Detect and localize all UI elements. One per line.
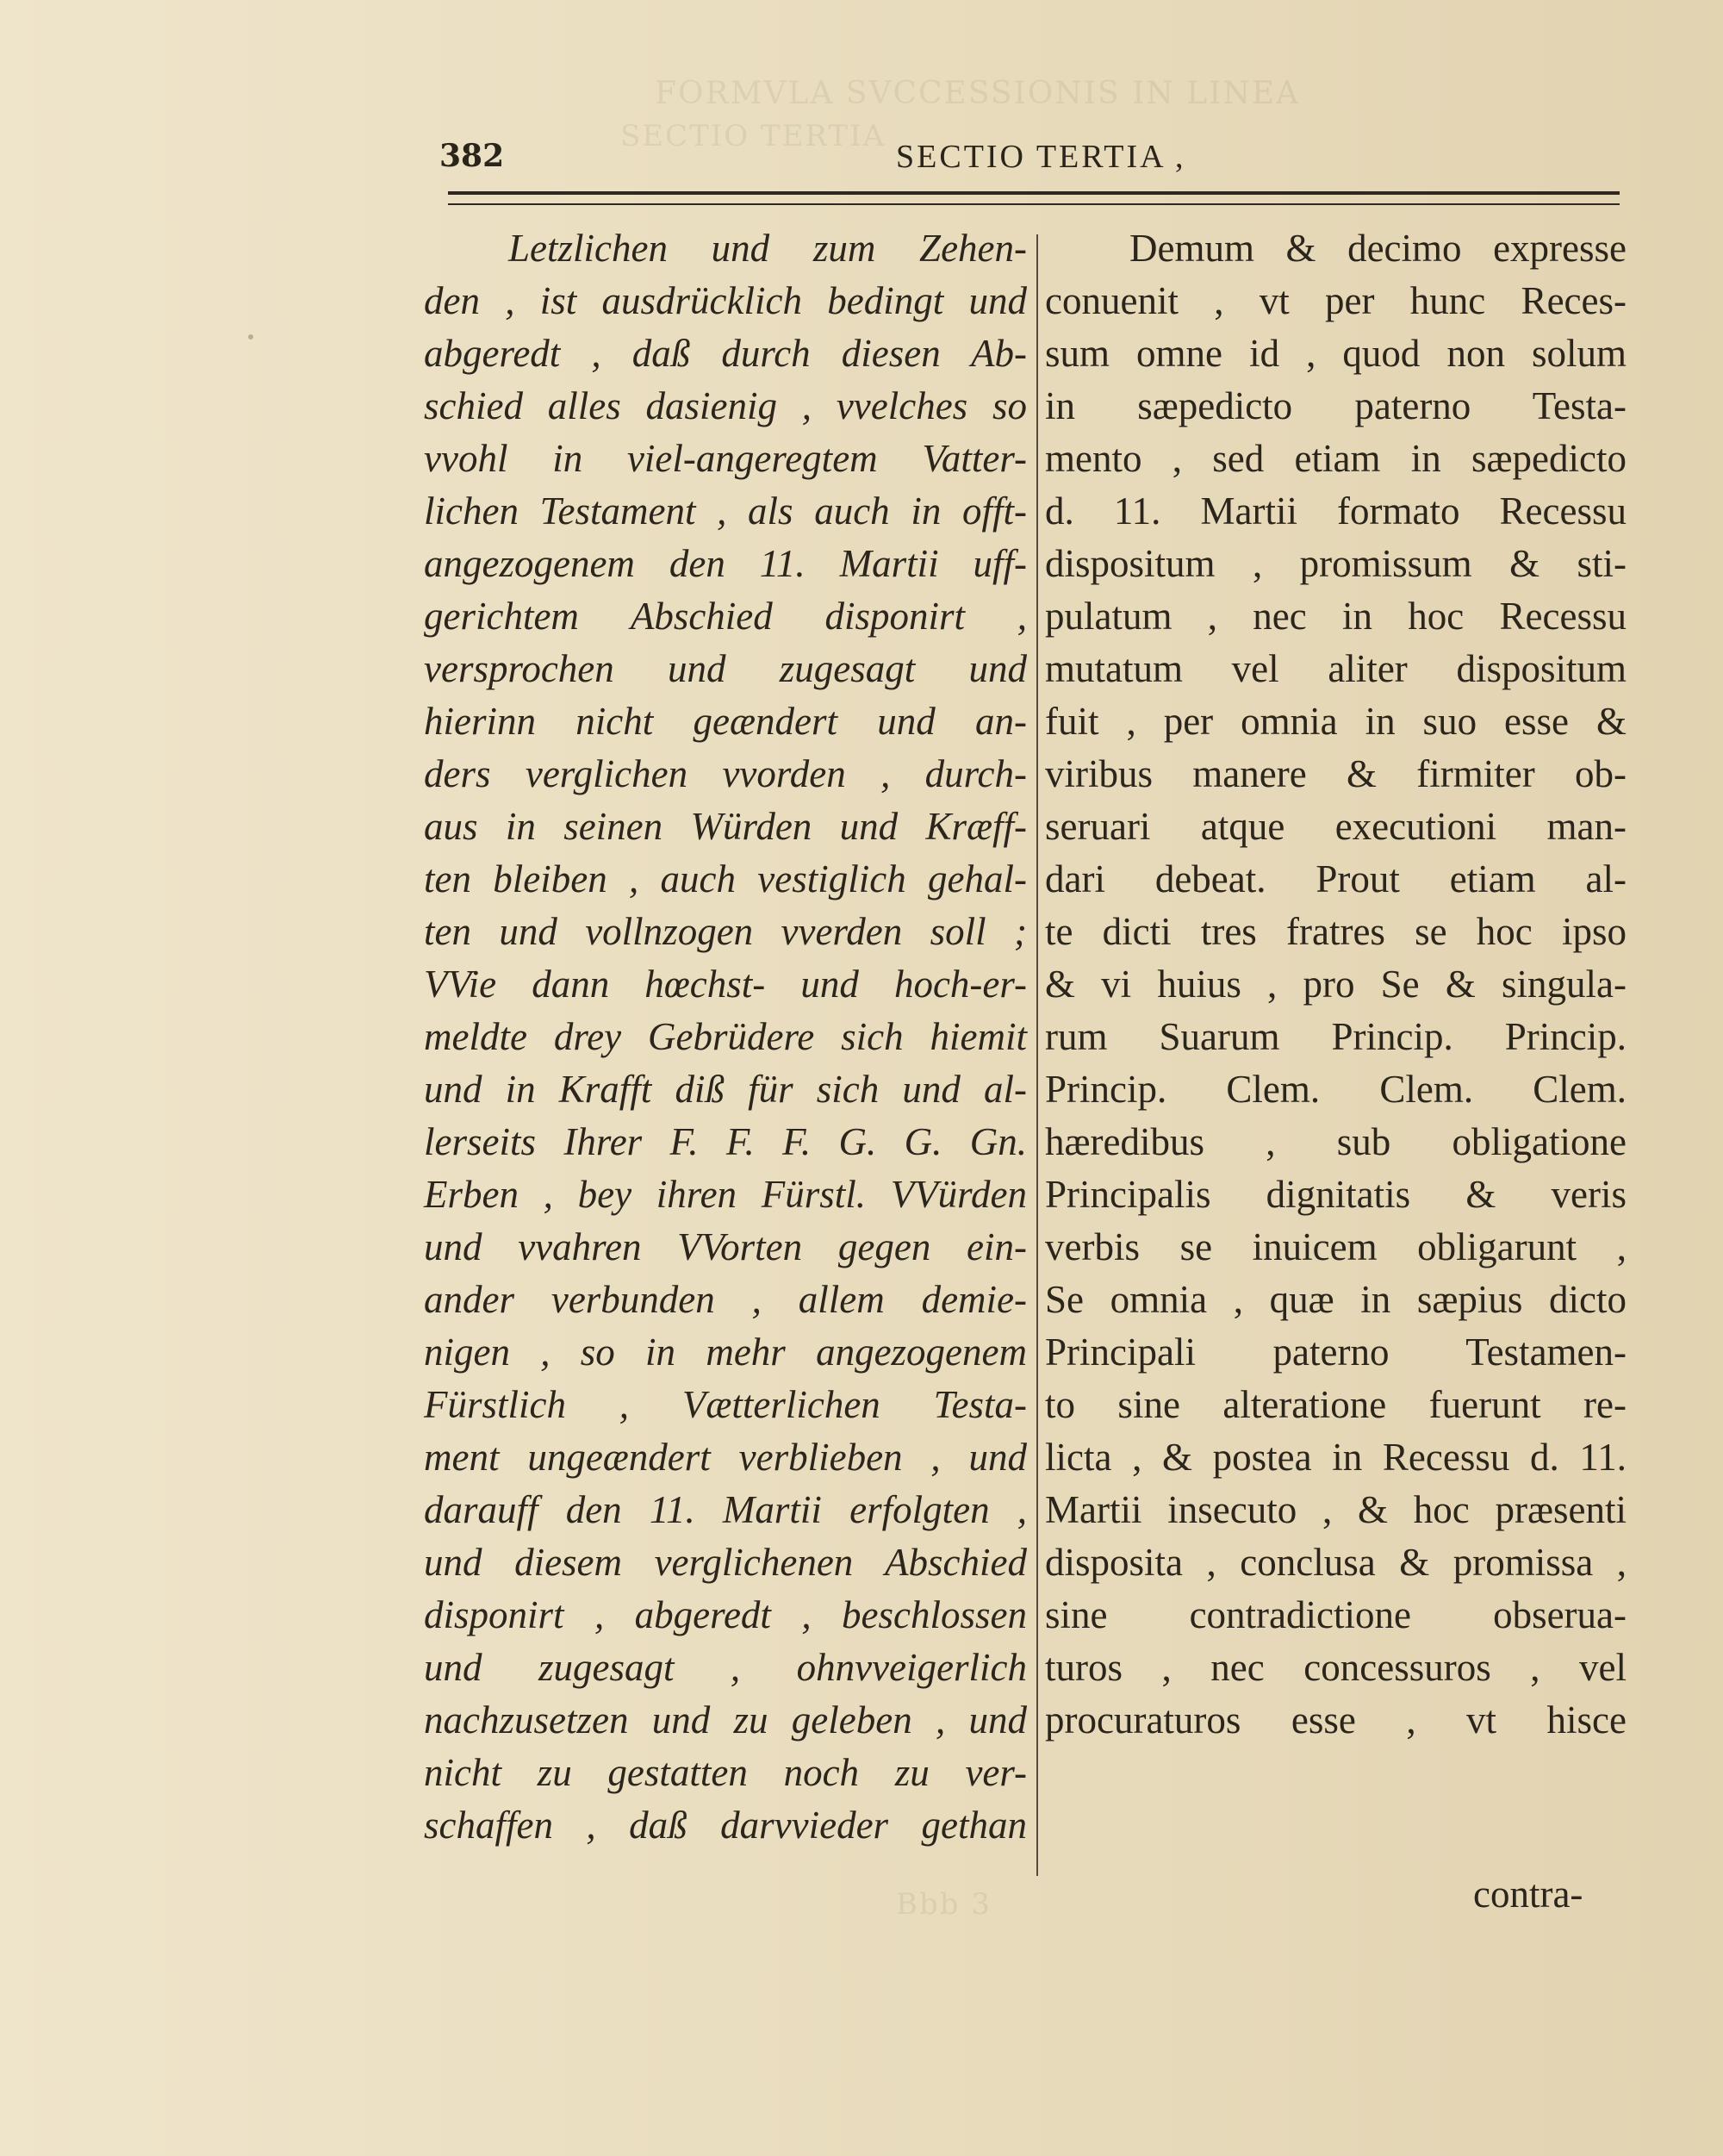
text-line: und in Krafft diß für sich und al- [424, 1068, 1027, 1111]
text-line: versprochen und zugesagt und [424, 647, 1027, 690]
text-line: dispositum , promissum & sti- [1045, 542, 1627, 585]
text-line: nigen , so in mehr angezogenem [424, 1330, 1027, 1374]
text-line: meldte drey Gebrüdere sich hiemit [424, 1015, 1027, 1058]
text-line: conuenit , vt per hunc Reces- [1045, 279, 1627, 322]
text-line: procuraturos esse , vt hisce [1045, 1698, 1627, 1742]
text-line: ment ungeændert verblieben , und [424, 1436, 1027, 1479]
text-line: gerichtem Abschied disponirt , [424, 595, 1027, 638]
text-line: aus in seinen Würden und Kræff- [424, 805, 1027, 848]
text-line: mutatum vel aliter dispositum [1045, 647, 1627, 690]
text-line: hæredibus , sub obligatione [1045, 1120, 1627, 1163]
text-line: und diesem verglichenen Abschied [424, 1541, 1027, 1584]
text-line: darauff den 11. Martii erfolgten , [424, 1488, 1027, 1531]
text-line: Martii insecuto , & hoc præsenti [1045, 1488, 1627, 1531]
text-line: disponirt , abgeredt , beschlossen [424, 1593, 1027, 1636]
show-through-text: FORMVLA SVCCESSIONIS IN LINEA [655, 76, 1301, 111]
text-line: nicht zu gestatten noch zu ver- [424, 1751, 1027, 1794]
text-line: hierinn nicht geændert und an- [424, 700, 1027, 743]
text-line: verbis se inuicem obligarunt , [1045, 1225, 1627, 1268]
text-line: ten bleiben , auch vestiglich gehal- [424, 857, 1027, 900]
text-line: disposita , conclusa & promissa , [1045, 1541, 1627, 1584]
text-line: vvohl in viel-angeregtem Vatter- [424, 437, 1027, 480]
text-line: licta , & postea in Recessu d. 11. [1045, 1436, 1627, 1479]
text-line: to sine alteratione fuerunt re- [1045, 1383, 1627, 1426]
text-line: VVie dann hœchst- und hoch-er- [424, 963, 1027, 1006]
text-line: Letzlichen und zum Zehen- [508, 227, 1027, 270]
text-line: schaffen , daß darvvieder gethan [424, 1804, 1027, 1847]
text-line: ander verbunden , allem demie- [424, 1278, 1027, 1321]
text-line: schied alles dasienig , vvelches so [424, 384, 1027, 427]
text-line: mento , sed etiam in sæpedicto [1045, 437, 1627, 480]
text-line: sine contradictione obserua- [1045, 1593, 1627, 1636]
text-line: Principalis dignitatis & veris [1045, 1173, 1627, 1216]
show-through-text: SECTIO TERTIA [620, 119, 886, 153]
text-line: d. 11. Martii formato Recessu [1045, 489, 1627, 533]
text-line: und zugesagt , ohnvveigerlich [424, 1646, 1027, 1689]
text-line: den , ist ausdrücklich bedingt und [424, 279, 1027, 322]
text-line: angezogenem den 11. Martii uff- [424, 542, 1027, 585]
column-divider [1036, 234, 1038, 1876]
text-line: nachzusetzen und zu geleben , und [424, 1698, 1027, 1742]
text-line: pulatum , nec in hoc Recessu [1045, 595, 1627, 638]
text-line: turos , nec concessuros , vel [1045, 1646, 1627, 1689]
text-line: te dicti tres fratres se hoc ipso [1045, 910, 1627, 953]
text-line: und vvahren VVorten gegen ein- [424, 1225, 1027, 1268]
text-line: Principali paterno Testamen- [1045, 1330, 1627, 1374]
text-line: Fürstlich , Vætterlichen Testa- [424, 1383, 1027, 1426]
text-line: lerseits Ihrer F. F. F. G. G. Gn. [424, 1120, 1027, 1163]
text-line: fuit , per omnia in suo esse & [1045, 700, 1627, 743]
text-line: ders verglichen vvorden , durch- [424, 752, 1027, 795]
text-line: Se omnia , quæ in sæpius dicto [1045, 1278, 1627, 1321]
text-line: dari debeat. Prout etiam al- [1045, 857, 1627, 900]
text-line: lichen Testament , als auch in offt- [424, 489, 1027, 533]
text-line: rum Suarum Princip. Princip. [1045, 1015, 1627, 1058]
show-through-text: Bbb 3 [896, 1887, 992, 1922]
page-number: 382 [439, 138, 505, 174]
text-line: Demum & decimo expresse [1129, 227, 1627, 270]
paper-spot [248, 334, 253, 340]
text-line: viribus manere & firmiter ob- [1045, 752, 1627, 795]
latin-column [1045, 222, 1627, 1747]
catchword: contra- [1473, 1872, 1583, 1916]
running-head [439, 129, 1628, 181]
text-line: Princip. Clem. Clem. Clem. [1045, 1068, 1627, 1111]
german-column [424, 222, 1027, 1852]
text-line: abgeredt , daß durch diesen Ab- [424, 332, 1027, 375]
text-line: seruari atque executioni man- [1045, 805, 1627, 848]
header-rule [448, 191, 1620, 205]
text-line: sum omne id , quod non solum [1045, 332, 1627, 375]
text-line: Erben , bey ihren Fürstl. VVürden [424, 1173, 1027, 1216]
text-line: & vi huius , pro Se & singula- [1045, 963, 1627, 1006]
text-line: in sæpedicto paterno Testa- [1045, 384, 1627, 427]
text-line: ten und vollnzogen vverden soll ; [424, 910, 1027, 953]
section-title: SECTIO TERTIA , [896, 139, 1186, 175]
